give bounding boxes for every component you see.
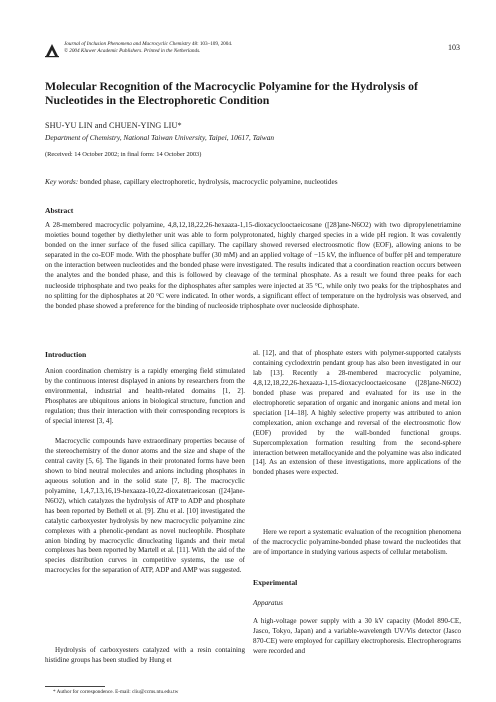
journal-volume: 48: 103–109, 2004.	[190, 41, 233, 47]
running-header	[45, 40, 460, 62]
received-dates: (Received: 14 October 2002; in final form: 14 October 2003)	[45, 151, 202, 158]
article-title: Molecular Recognition of the Macrocyclic Polyamine for the Hydrolysis of Nucleotides in the Electrophoretic Condition	[45, 79, 418, 107]
apparatus-subheading: Apparatus	[253, 599, 283, 607]
footnote-rule	[45, 686, 105, 687]
keywords	[45, 177, 338, 186]
introduction-heading: Introduction	[45, 350, 87, 359]
intro-paragraph-1: Anion coordination chemistry is a rapidly emerging field stimulated by the continuous interest displayed in anions by researchers from the environmental, industrial and health-related domains [1, 2]. Phosphates are ubiquitous anions in biological structure, function and regulation; thus their interaction with their corresponding receptors is of special interest [3, 4].	[45, 367, 245, 425]
affiliation: Department of Chemistry, National Taiwan University, Taipei, 10617, Taiwan	[45, 133, 275, 142]
author-line: SHU-YU LIN and CHUEN-YING LIU*	[45, 121, 182, 130]
journal-name: Journal of Inclusion Phenomena and Macrocyclic Chemistry	[64, 41, 191, 47]
abstract-text: A 28-membered macrocyclic polyamine, 4,8,12,18,22,26-hexaaza-1,15-dioxacyclooctaeicosane ([28]ane-N6O2) with two dipropylenetriamine moieties bound together by diethylether unit was able to form polyprotonated, highly charged species in a wide pH region. It was covalently bonded on the inner surface of the fused silica capillary. The capillary showed reversed electroosmotic flow (EOF), allowing anions to be separated in the co-EOF mode. With the phosphate buffer (30 mM) and an applied voltage of −15 kV, the influence of buffer pH and temperature on the interaction between nucleotides and the bonded phase were investigated. The results indicated that a coordination reaction occurs between the analytes and the bonded phase, and this is followed by cleavage of the terminal phosphate. As a result we found three peaks for each nucleoside triphosphate and two peaks for the diphosphates after samples were injected at 35 °C, while only two peaks for the triphosphates and no splitting for the diphosphates at 20 °C were indicated. In other words, a significant effect of temperature on the hydrolysis was observed, and the bonded phase showed a preference for the binding of nucleoside triphosphate over nucleoside diphosphate.	[45, 221, 461, 310]
page-number: 103	[448, 43, 460, 52]
publisher-logo-icon	[45, 42, 59, 58]
keywords-label: Key words:	[45, 177, 79, 186]
abstract-heading: Abstract	[45, 206, 74, 215]
apparatus-paragraph: A high-voltage power supply with a 30 kV capacity (Model 890-CE, Jasco, Tokyo, Japan) and a variable-wavelength UV/Vis detector (Jasco 870-CE) were employed for capillary electrophoresis. Electropherograms were recorded and	[253, 617, 461, 655]
right-paragraph-1: al. [12], and that of phosphate esters with polymer-supported catalysts containing cyclodextrin pendant group has also been investigated in our lab [13]. Recently a 28-membered macrocyclic polyamine, 4,8,12,18,22,26-hexaaza-1,15-dioxacyclooctaeicosane ([28]ane-N6O2) bonded phase was prepared and evaluated for its use in the electrophoretic separation of organic and inorganic anions and metal ion speciation [14–18]. A highly selective property was attributed to anion complexation, anion exchange and reversal of the electroosmotic flow (EOF) provided by the wall-bonded functional groups. Supercomplexation formation resulting from the second-sphere interaction between metallocyanide and the polyamine was also indicated [14]. As an extension of these investigations, more applications of the bonded phases were expected.	[253, 349, 461, 477]
footnote: * Author for correspondence. E-mail: cliu@ccms.ntu.edu.tw	[53, 689, 179, 695]
intro-paragraph-3: Hydrolysis of carboxyesters catalyzed with a resin containing histidine groups has been studied by Hung et	[45, 646, 245, 664]
keywords-text: bonded phase, capillary electrophoretic, hydrolysis, macrocyclic polyamine, nucleotides	[78, 177, 338, 186]
copyright-line: © 2004 Kluwer Academic Publishers. Printed in the Netherlands.	[64, 48, 201, 54]
intro-paragraph-2: Macrocyclic compounds have extraordinary properties because of the stereochemistry of the donor atoms and the size and shape of the central cavity [5, 6]. The ligands in their protonated forms have been shown to bind neutral molecules and anions including phosphates in aqueous solution and in the solid state [7, 8]. The macrocyclic polyamine, 1,4,7,13,16,19-hexaaza-10,22-dioxatetraeicosan ([24]ane-N6O2), which catalyzes the hydrolysis of ATP to ADP and phosphate has been reported by Bethell et al. [9]. Zhu et al. [10] investigated the catalytic carboxyester hydrolysis by new macrocyclic polyamine zinc complexes with a phenolic-pendant as novel nucleophile. Phosphate anion binding by macrocyclic dinucleating ligands and their metal complexes has been reported by Martell et al. [11]. With the aid of the species distribution curves in competitive systems, the use of macrocycles for the separation of ATP, ADP and AMP was suggested.	[45, 437, 245, 575]
journal-citation	[64, 41, 232, 55]
right-paragraph-2: Here we report a systematic evaluation of the recognition phenomena of the macrocyclic polyamine-bonded phase toward the nucleotides that are of importance in studying various aspects of cellular metabolism.	[253, 528, 461, 556]
experimental-heading: Experimental	[253, 578, 298, 587]
